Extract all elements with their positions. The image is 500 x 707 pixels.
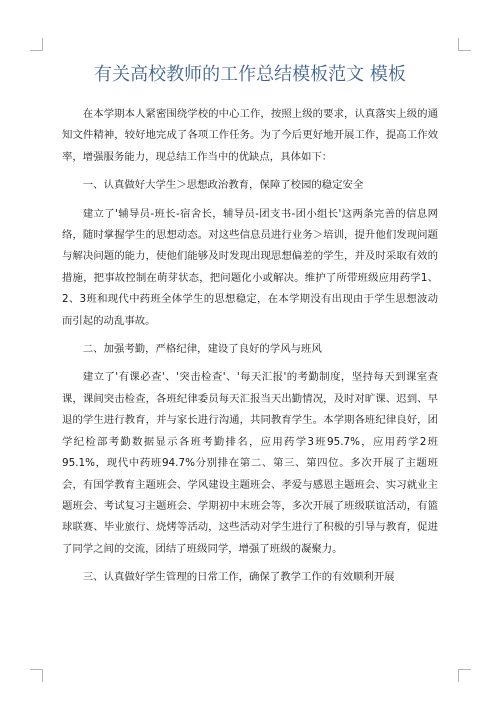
- document-body: [62, 104, 438, 596]
- section-paragraph-1: 建立了'辅导员-班长-宿舍长，辅导员-团支书-团小组长'这两条完善的信息网络，随时掌握学生的思想动态。对这些信息员进行业务＞培训，提升他们发现问题与解决问题的能力，使他们能够及时发现出现思想偏差的学生，并及时采取有效的措施，把事故控制在萌芽状态，把问题化小或解决。维护了所带班级应用药学1、2、3班和现代中药班全体学生的思想稳定，在本学期没有出现由于学生思想波动而引起的动乱事故。: [62, 207, 438, 327]
- section-heading-3: 三、认真做好学生管理的日常工作，确保了教学工作的有效顺利开展: [82, 571, 395, 584]
- crop-mark-bottom-right: [458, 669, 471, 682]
- section-heading-2: 二、加强考勤，严格纪律，建设了良好的学风与班风: [82, 343, 322, 356]
- crop-mark-bottom-left: [30, 669, 43, 682]
- section-heading-1: 一、认真做好大学生＞思想政治教育，保障了校园的稳定安全: [82, 179, 364, 192]
- section-paragraph-2: 建立了'有课必查'、'突击检查'、'每天汇报'的考勤制度，坚持每天到课室查课，课间突击检查，各班纪律委员每天汇报当天出勤情况，及时对旷课、迟到、早退的学生进行教育，并与家长进行沟通，共同教育学生。本学期各班纪律良好，团学纪检部考勤数据显示各班考勤排名，应用药学3班95.7%，应用药学2班95.1%，现代中药班94.7%分别排在第二、第三、第四位。多次开展了主题班会，有国学教育主题班会、学风建设主题班会、孝爱与感恩主题班会、实习就业主题班会、考试复习主题班会、学期初中末班会等，多次开展了班级联谊活动，有篮球联赛、毕业旅行、烧烤等活动，这些活动对学生进行了积极的引导与教育，促进了同学之间的交流，团结了班级同学，增强了班级的凝聚力。: [62, 371, 438, 555]
- crop-mark-top-right: [458, 38, 471, 51]
- intro-paragraph: 在本学期本人紧密围绕学校的中心工作，按照上级的要求，认真落实上级的通知文件精神，较好地完成了各项工作任务。为了今后更好地开展工作，提高工作效率，增强服务能力，现总结工作当中的优缺点，具体如下：: [62, 108, 438, 163]
- crop-mark-top-left: [30, 38, 43, 51]
- document-title: 有关高校教师的工作总结模板范文 模板: [94, 64, 406, 85]
